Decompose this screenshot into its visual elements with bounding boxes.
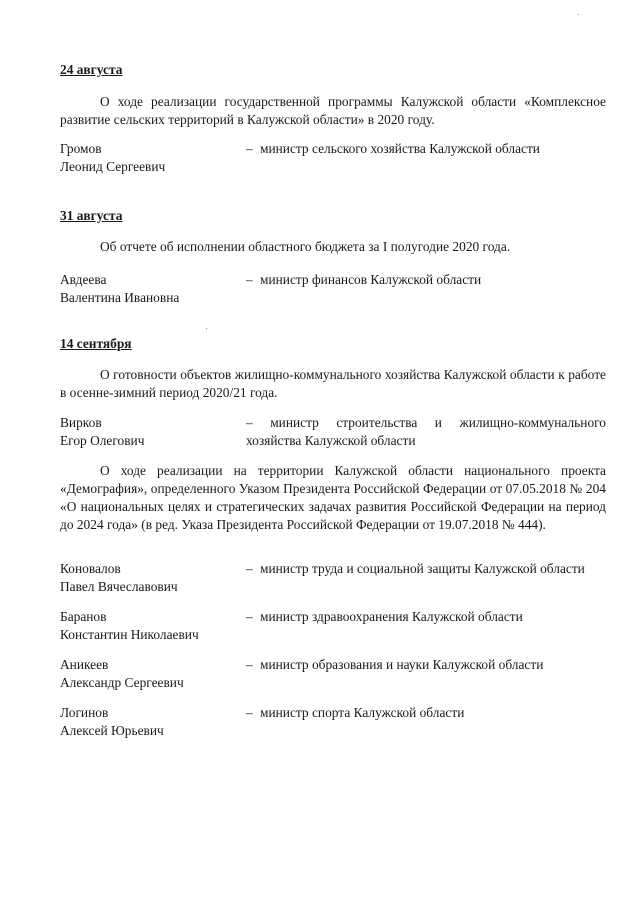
speaker-surname: Вирков — [60, 415, 102, 430]
speaker-surname: Аникеев — [60, 657, 109, 672]
speaker-position: министр образования и науки Калужской области — [260, 657, 544, 672]
agenda-item-text: О ходе реализации на территории Калужской области национального проекта «Демография», определенного Указом Президента Российской Федерации от 07.05.2018 № 204 «О национальных целях и стратегических задачах развития Российской Федерации на период до 2024 года» (в ред. Указа Президента Российской Федерации от 19.07.2018 № 444). — [60, 463, 606, 532]
agenda-item-text: Об отчете об исполнении областного бюджета за I полугодие 2020 года. — [100, 239, 511, 254]
speaker-position: министр сельского хозяйства Калужской области — [260, 141, 540, 156]
section-date: 24 августа — [60, 62, 123, 77]
speaker-surname: Громов — [60, 141, 102, 156]
agenda-item-text: О ходе реализации государственной программы Калужской области «Комплексное развитие сельских территорий в Калужской области» в 2020 году. — [60, 94, 606, 127]
speaker-name — [60, 608, 240, 644]
speaker-role — [246, 656, 606, 674]
speaker — [60, 140, 606, 180]
speaker-role — [246, 140, 606, 158]
dash: – — [246, 705, 253, 720]
speaker-given-name: Егор Олегович — [60, 433, 145, 448]
speaker-role — [246, 608, 606, 626]
speaker-position-line — [246, 414, 606, 432]
dash: – — [246, 415, 253, 430]
speaker — [60, 271, 606, 311]
speaker-name — [60, 140, 240, 176]
speaker — [60, 704, 606, 744]
scan-speck — [206, 328, 207, 329]
speaker-surname: Баранов — [60, 609, 107, 624]
speaker-given-name: Александр Сергеевич — [60, 675, 184, 690]
speaker-given-name: Павел Вячеславович — [60, 579, 178, 594]
scan-speck — [578, 14, 579, 15]
document-page — [60, 0, 606, 905]
section-date: 14 сентября — [60, 336, 132, 351]
agenda-item-text: О готовности объектов жилищно-коммунального хозяйства Калужской области к работе в осенне-зимний период 2020/21 года. — [60, 367, 606, 400]
speaker-position: министр труда и социальной защиты Калужской области — [260, 561, 585, 576]
speaker-name — [60, 704, 240, 740]
speaker-role — [246, 271, 606, 289]
dash: – — [246, 609, 253, 624]
speaker-surname: Логинов — [60, 705, 109, 720]
speaker — [60, 656, 606, 696]
speaker-position-line-2: хозяйства Калужской области — [246, 433, 416, 448]
speaker-name — [60, 414, 240, 450]
dash: – — [246, 561, 253, 576]
speaker-position: министр строительства и жилищно-коммунального — [270, 415, 606, 430]
speaker-name — [60, 656, 240, 692]
dash: – — [246, 272, 253, 287]
speaker — [60, 560, 606, 600]
speaker-given-name: Константин Николаевич — [60, 627, 199, 642]
speaker-surname: Авдеева — [60, 272, 107, 287]
speaker-name — [60, 560, 240, 596]
speaker-surname: Коновалов — [60, 561, 121, 576]
speaker-given-name: Алексей Юрьевич — [60, 723, 164, 738]
speaker — [60, 608, 606, 648]
speaker-role — [246, 560, 606, 578]
speaker-name — [60, 271, 240, 307]
speaker-role — [246, 414, 606, 450]
speaker-position: министр здравоохранения Калужской области — [260, 609, 523, 624]
dash: – — [246, 141, 253, 156]
section-date: 31 августа — [60, 208, 123, 223]
speaker — [60, 414, 606, 454]
speaker-position: министр спорта Калужской области — [260, 705, 465, 720]
speaker-role — [246, 704, 606, 722]
dash: – — [246, 657, 253, 672]
speaker-given-name: Валентина Ивановна — [60, 290, 180, 305]
speaker-position: министр финансов Калужской области — [260, 272, 482, 287]
speaker-given-name: Леонид Сергеевич — [60, 159, 166, 174]
